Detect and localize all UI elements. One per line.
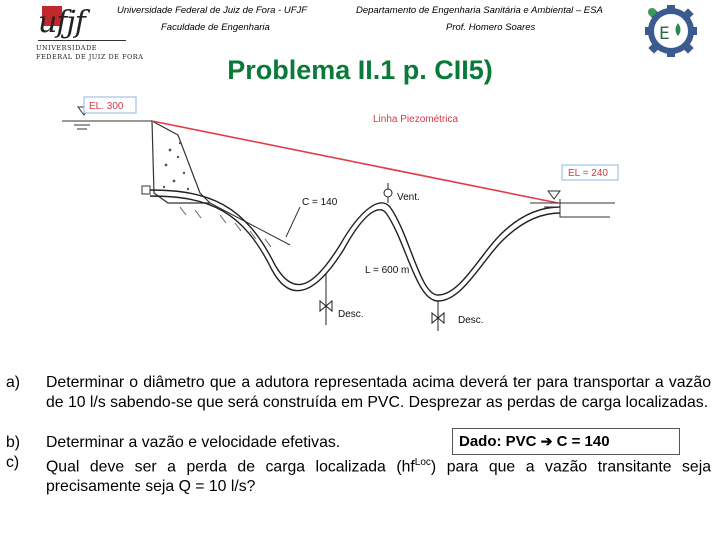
hydraulic-diagram	[60, 95, 660, 355]
header-university: Universidade Federal de Juiz de Fora - UFJF	[117, 5, 308, 16]
given-data-box	[452, 428, 680, 455]
question-c-superscript: Loc	[414, 457, 431, 468]
drain-label-2: Desc.	[458, 315, 484, 326]
question-a-label: a)	[6, 374, 21, 391]
ufjf-logo-word: ufjf	[38, 5, 85, 40]
drain-label-1: Desc.	[338, 309, 364, 320]
question-a	[6, 373, 711, 413]
piezometric-label: Linha Piezométrica	[373, 114, 459, 125]
header-faculty: Faculdade de Engenharia	[161, 22, 270, 33]
length-label: L = 600 m	[365, 265, 410, 276]
svg-text:E: E	[659, 24, 670, 44]
vent-valve-icon	[384, 189, 392, 197]
ufjf-logo-line1: UNIVERSIDADE	[36, 44, 97, 52]
vent-label: Vent.	[397, 192, 420, 203]
page-title: Problema II.1 p. CII5)	[227, 55, 493, 85]
given-prefix: Dado: PVC	[459, 433, 537, 450]
ufjf-logo-line2: FEDERAL DE JUIZ DE FORA	[36, 53, 144, 61]
header-department: Departamento de Engenharia Sanitária e Ambiental – ESA	[356, 5, 603, 16]
question-b-label: b)	[6, 434, 21, 451]
hydraulic-diagram-svg	[60, 95, 660, 355]
question-a-text: Determinar o diâmetro que a adutora representada acima deverá ter para transportar a vazão de 10 l/s sabendo-se que será construída em PVC. Desprezar as perdas de carga localizadas.	[46, 374, 711, 411]
question-b-text: Determinar a vazão e velocidade efetivas.	[46, 434, 341, 451]
arrow-right-icon: ➔	[540, 433, 553, 449]
given-suffix: C = 140	[556, 433, 610, 450]
roughness-label: C = 140	[302, 197, 338, 208]
header-professor: Prof. Homero Soares	[446, 22, 536, 33]
question-c-text-pre: Qual deve ser a perda de carga localizada (hf	[46, 458, 415, 476]
question-c-text-post: ) para que a vazão transitante seja precisamente seja Q = 10 l/s?	[46, 458, 712, 496]
piezometric-line	[152, 121, 558, 203]
left-elevation-label: EL. 300	[89, 101, 124, 112]
esa-logo	[642, 2, 700, 60]
ufjf-logo-rule	[38, 40, 126, 41]
question-c-label: c)	[6, 454, 20, 471]
question-c	[6, 453, 711, 497]
intake-valve	[142, 186, 150, 194]
right-level-marker-icon	[548, 191, 560, 199]
right-elevation-label: EL = 240	[568, 168, 608, 179]
